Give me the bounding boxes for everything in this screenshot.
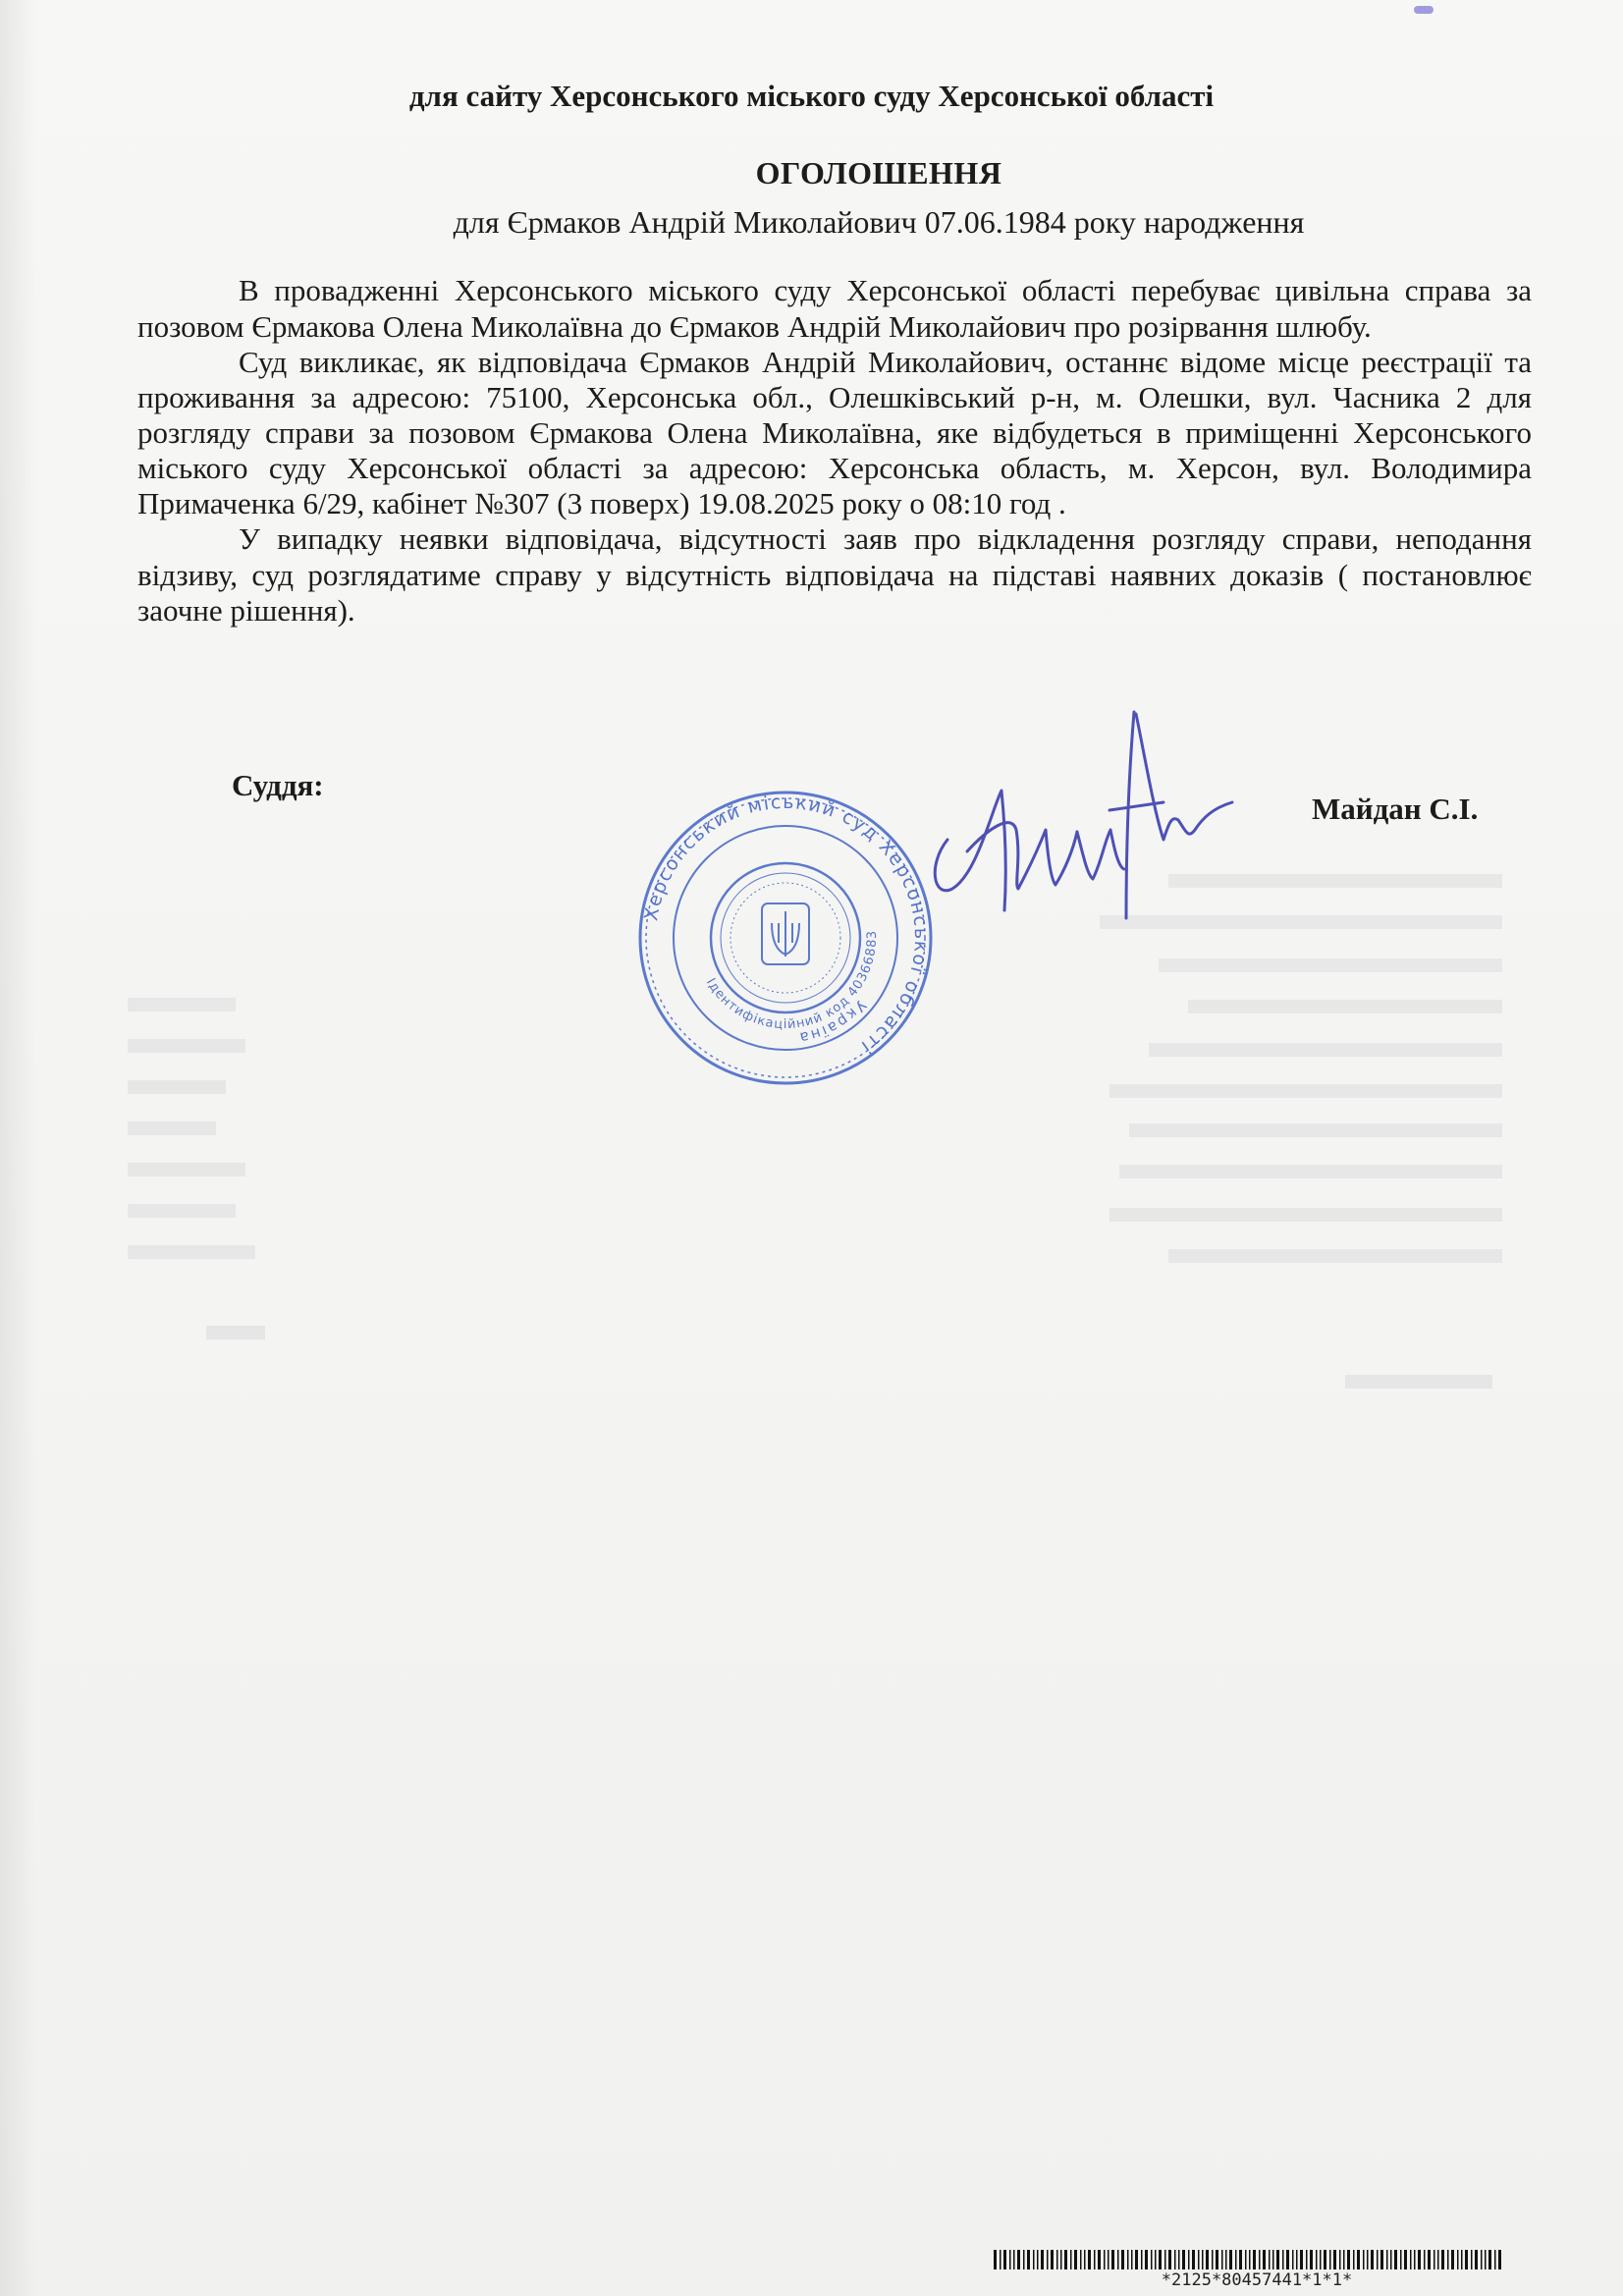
document-subtitle: для Єрмаков Андрій Миколайович 07.06.1984 року народження (453, 204, 1305, 240)
paragraph-absence: У випадку неявки відповідача, відсутності заяв про відкладення розгляду справи, неподання відзиву, суд розглядатиме справу у відсутність відповідача на підставі наявних доказів ( постановлює заочне рішення). (137, 521, 1532, 628)
seal-country-text: Україна (796, 996, 870, 1048)
paragraph-summons: Суд викликає, як відповідача Єрмаков Андрій Миколайович, останнє відоме місце реєстрації та проживання за адресою: 75100, Херсонська обл., Олешківський р-н, м. Олешки, вул. Часника 2 для розгляду справи за позовом Єрмакова Олена Миколаївна, яке відбудеться в приміщенні Херсонського міського суду Херсонської області за адресою: Херсонська область, м. Херсон, вул. Володимира Примаченка 6/29, кабінет №307 (3 поверх) 19.08.2025 року о 08:10 год . (137, 345, 1532, 520)
seal-outer-text: Херсонський міський суд Херсонської області (640, 791, 933, 1059)
document-header: для сайту Херсонського міського суду Херсонської області (408, 79, 1215, 113)
judge-signature-icon (908, 692, 1262, 957)
court-seal-icon (638, 776, 933, 1100)
barcode-icon (994, 2250, 1504, 2269)
barcode-number: *2125*80457441*1*1* (1161, 2270, 1353, 2290)
announcement-body (137, 273, 1532, 629)
ink-mark (1414, 6, 1434, 14)
paragraph-case: В провадженні Херсонського міського суду Херсонської області перебуває цивільна справа за позовом Єрмакова Олена Миколаївна до Єрмаков Андрій Миколайович про розірвання шлюбу. (137, 273, 1532, 344)
scan-shadow (0, 0, 37, 2296)
judge-label: Суддя: (232, 768, 324, 802)
judge-name: Майдан С.І. (1312, 792, 1479, 826)
document-title: ОГОЛОШЕННЯ (755, 155, 1002, 191)
seal-inner-text: Ідентифікаційний код 40366883 (702, 929, 881, 1033)
